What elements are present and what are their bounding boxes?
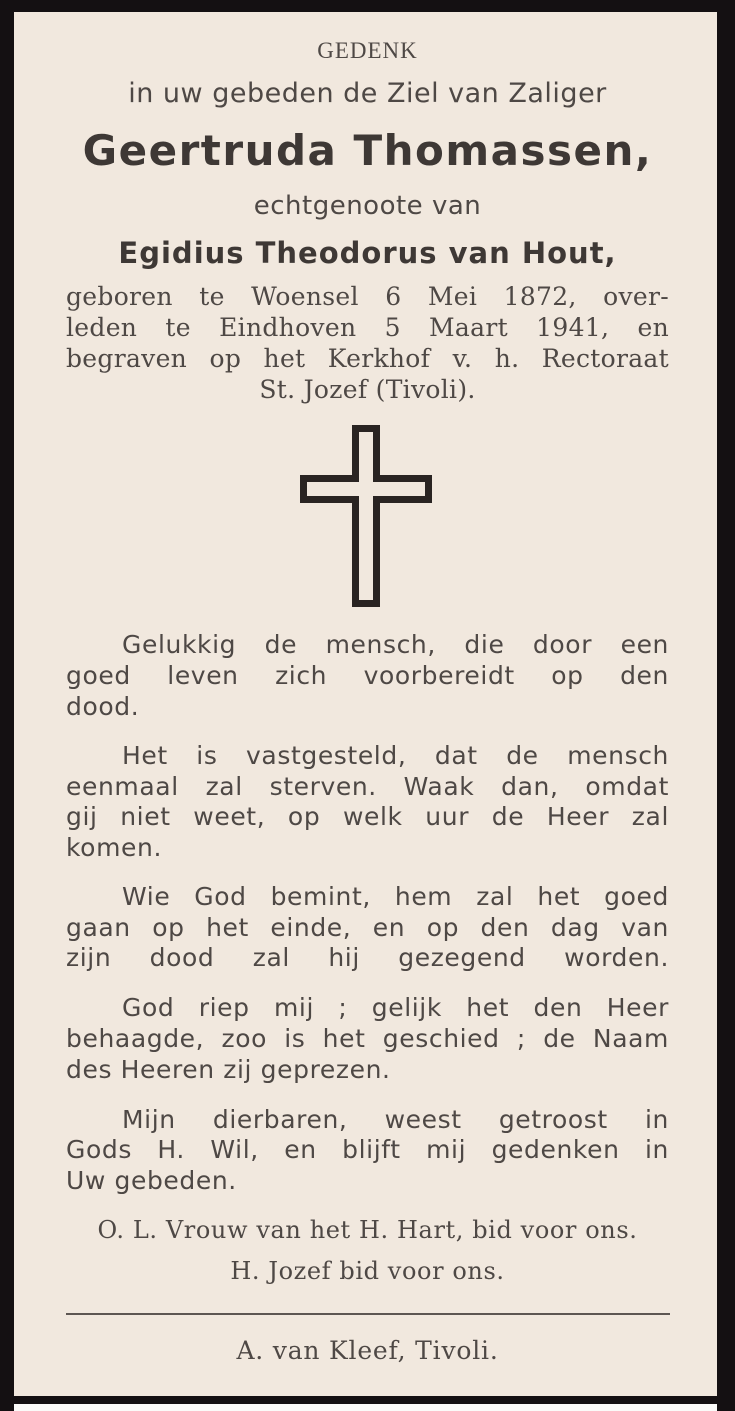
verse-line: God riep mij ; gelijk het den Heer xyxy=(122,993,669,1022)
mourning-border-left xyxy=(0,0,14,1411)
invocation-line: H. Jozef bid voor ons. xyxy=(230,1257,505,1285)
verse-line: zijn dood zal hij gezegend worden. xyxy=(66,943,669,972)
verse-line: dood. xyxy=(66,692,140,721)
verse-line: gaan op het einde, en op den dag van xyxy=(66,913,669,942)
bio-line: leden te Eindhoven 5 Maart 1941, en xyxy=(66,313,669,342)
verse-line: Gods H. Wil, en blijft mij gedenken in xyxy=(66,1135,669,1164)
verse-line: des Heeren zij geprezen. xyxy=(66,1055,391,1084)
verse-line: Gelukkig de mensch, die door een xyxy=(122,630,669,659)
bio-line: begraven op het Kerkhof v. h. Rectoraat xyxy=(66,344,669,373)
header-gedenk: GEDENK xyxy=(317,38,418,63)
prayer-line: in uw gebeden de Ziel van Zaliger xyxy=(128,78,607,109)
spouse-label: echtgenoote van xyxy=(253,191,482,221)
verse-line: goed leven zich voorbereidt op den xyxy=(66,661,669,690)
verse-line: komen. xyxy=(66,833,163,862)
printer-credit: A. van Kleef, Tivoli. xyxy=(236,1336,499,1365)
spouse-name: Egidius Theodorus van Hout, xyxy=(118,236,617,270)
verse-line: gij niet weet, op welk uur de Heer zal xyxy=(66,802,669,831)
divider-rule xyxy=(66,1313,670,1315)
cross-icon xyxy=(298,423,434,609)
verse-line: Wie God bemint, hem zal het goed xyxy=(122,882,669,911)
verse-line: Het is vastgesteld, dat de mensch xyxy=(122,741,669,770)
verse-line: behaagde, zoo is het geschied ; de Naam xyxy=(66,1024,669,1053)
bio-line: geboren te Woensel 6 Mei 1872, over- xyxy=(66,282,669,311)
verse-line: eenmaal zal sterven. Waak dan, omdat xyxy=(66,772,669,801)
bio-line: St. Jozef (Tivoli). xyxy=(259,375,476,404)
mourning-border-top xyxy=(0,0,735,12)
mourning-border-bottom xyxy=(0,1396,735,1404)
deceased-name: Geertruda Thomassen, xyxy=(82,126,653,175)
verse-line: Uw gebeden. xyxy=(66,1166,237,1195)
mourning-border-right xyxy=(717,0,735,1411)
invocation-line: O. L. Vrouw van het H. Hart, bid voor ons. xyxy=(97,1216,638,1244)
verse-line: Mijn dierbaren, weest getroost in xyxy=(122,1105,669,1134)
